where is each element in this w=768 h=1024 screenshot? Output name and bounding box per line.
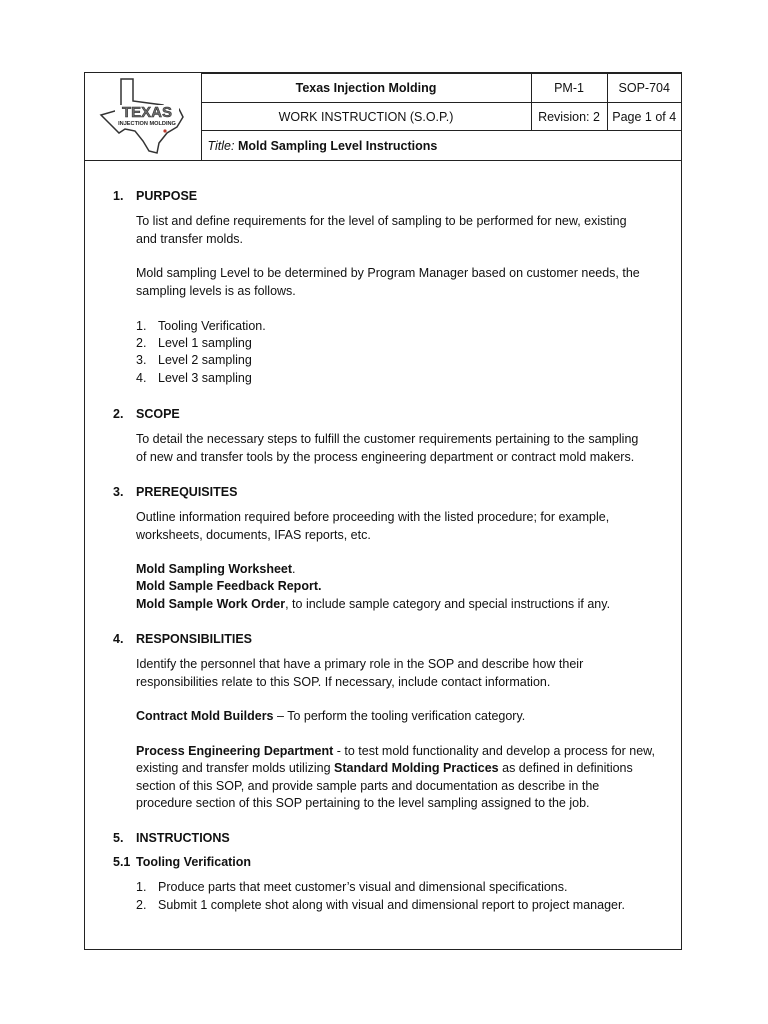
resp-text-line: responsibilities relate to this SOP. If necessary, include contact information. — [136, 675, 551, 689]
section-number: 2. — [113, 407, 124, 421]
prereq-item-rest: , to include sample category and special instructions if any. — [285, 597, 611, 611]
list-item: Level 1 sampling — [158, 336, 252, 350]
purpose-text-line: Mold sampling Level to be determined by Program Manager based on customer needs, the — [136, 266, 640, 280]
list-item: Produce parts that meet customer’s visual and dimensional specifications. — [158, 880, 568, 894]
prereq-item: Mold Sample Feedback Report. — [136, 579, 322, 593]
prereq-text-line: Outline information required before proceeding with the listed procedure; for example, — [136, 510, 610, 524]
subsection-number: 5.1 — [113, 855, 131, 869]
header-table — [85, 73, 681, 161]
role-description: - to test mold functionality and develop a process for new, — [333, 744, 655, 758]
doc-revision: Revision: 2 — [531, 103, 607, 131]
prereq-item-name: Mold Sample Work Order — [136, 597, 286, 611]
section-heading-instructions: INSTRUCTIONS — [136, 831, 230, 845]
prereq-item-name: Mold Sampling Worksheet — [136, 562, 293, 576]
role-description: – To perform the tooling verification category. — [273, 709, 526, 723]
subsection-heading: Tooling Verification — [136, 855, 252, 869]
document-frame — [84, 72, 682, 950]
purpose-text-line: sampling levels is as follows. — [136, 284, 296, 298]
role-name: Process Engineering Department — [136, 744, 334, 758]
prereq-item — [136, 561, 296, 578]
doc-code-pm: PM-1 — [531, 74, 607, 103]
resp-text-line: procedure section of this SOP pertaining to the level sampling assigned to the job. — [136, 796, 590, 810]
list-item: Level 3 sampling — [158, 371, 252, 385]
list-item: Submit 1 complete shot along with visual and dimensional report to project manager. — [158, 898, 625, 912]
section-heading-scope: SCOPE — [136, 407, 180, 421]
purpose-text-line: and transfer molds. — [136, 232, 243, 246]
section-heading-purpose: PURPOSE — [136, 189, 198, 203]
resp-contract-mold-builders — [136, 708, 525, 725]
title-value: Mold Sampling Level Instructions — [237, 138, 438, 153]
section-heading-prerequisites: PREREQUISITES — [136, 485, 238, 499]
company-name: Texas Injection Molding — [201, 74, 531, 103]
doc-page-number: Page 1 of 4 — [607, 103, 681, 131]
resp-text-line: section of this SOP, and provide sample parts and documentation as describe in the — [136, 779, 600, 793]
role-name: Contract Mold Builders — [136, 709, 274, 723]
doc-code-sop: SOP-704 — [607, 74, 681, 103]
title-label: Title: — [207, 138, 235, 153]
resp-text-part: existing and transfer molds utilizing — [136, 761, 335, 775]
section-number: 5. — [113, 831, 124, 845]
list-item-number: 2. — [136, 898, 147, 912]
prereq-item — [136, 596, 610, 613]
list-item-number: 1. — [136, 880, 147, 894]
svg-text:INJECTION MOLDING: INJECTION MOLDING — [117, 121, 176, 128]
resp-text-line — [136, 760, 633, 777]
list-item-number: 1. — [136, 319, 147, 333]
list-item-number: 3. — [136, 353, 147, 367]
scope-text-line: To detail the necessary steps to fulfill the customer requirements pertaining to the sampling — [136, 432, 639, 446]
doc-type: WORK INSTRUCTION (S.O.P.) — [201, 103, 531, 131]
svg-text:TEXAS: TEXAS — [121, 104, 172, 122]
section-number: 1. — [113, 189, 124, 203]
list-item-number: 4. — [136, 371, 147, 385]
resp-text-part: as defined in definitions — [498, 761, 633, 775]
list-item: Level 2 sampling — [158, 353, 252, 367]
scope-text-line: of new and transfer tools by the process engineering department or contract mold makers. — [136, 450, 635, 464]
resp-process-engineering — [136, 743, 655, 760]
section-number: 4. — [113, 632, 124, 646]
doc-title — [201, 131, 681, 161]
resp-text-line: Identify the personnel that have a primary role in the SOP and describe how their — [136, 657, 584, 671]
purpose-text-line: To list and define requirements for the level of sampling to be performed for new, existing — [136, 214, 627, 228]
list-item-number: 2. — [136, 336, 147, 350]
term-standard-molding-practices: Standard Molding Practices — [334, 761, 499, 775]
section-number: 3. — [113, 485, 124, 499]
list-item: Tooling Verification. — [158, 319, 266, 333]
prereq-item-rest: . — [292, 562, 296, 576]
texas-logo-icon — [93, 75, 193, 155]
section-heading-responsibilities: RESPONSIBILITIES — [136, 632, 252, 646]
prereq-text-line: worksheets, documents, IFAS reports, etc. — [136, 528, 371, 542]
company-logo — [85, 74, 201, 161]
